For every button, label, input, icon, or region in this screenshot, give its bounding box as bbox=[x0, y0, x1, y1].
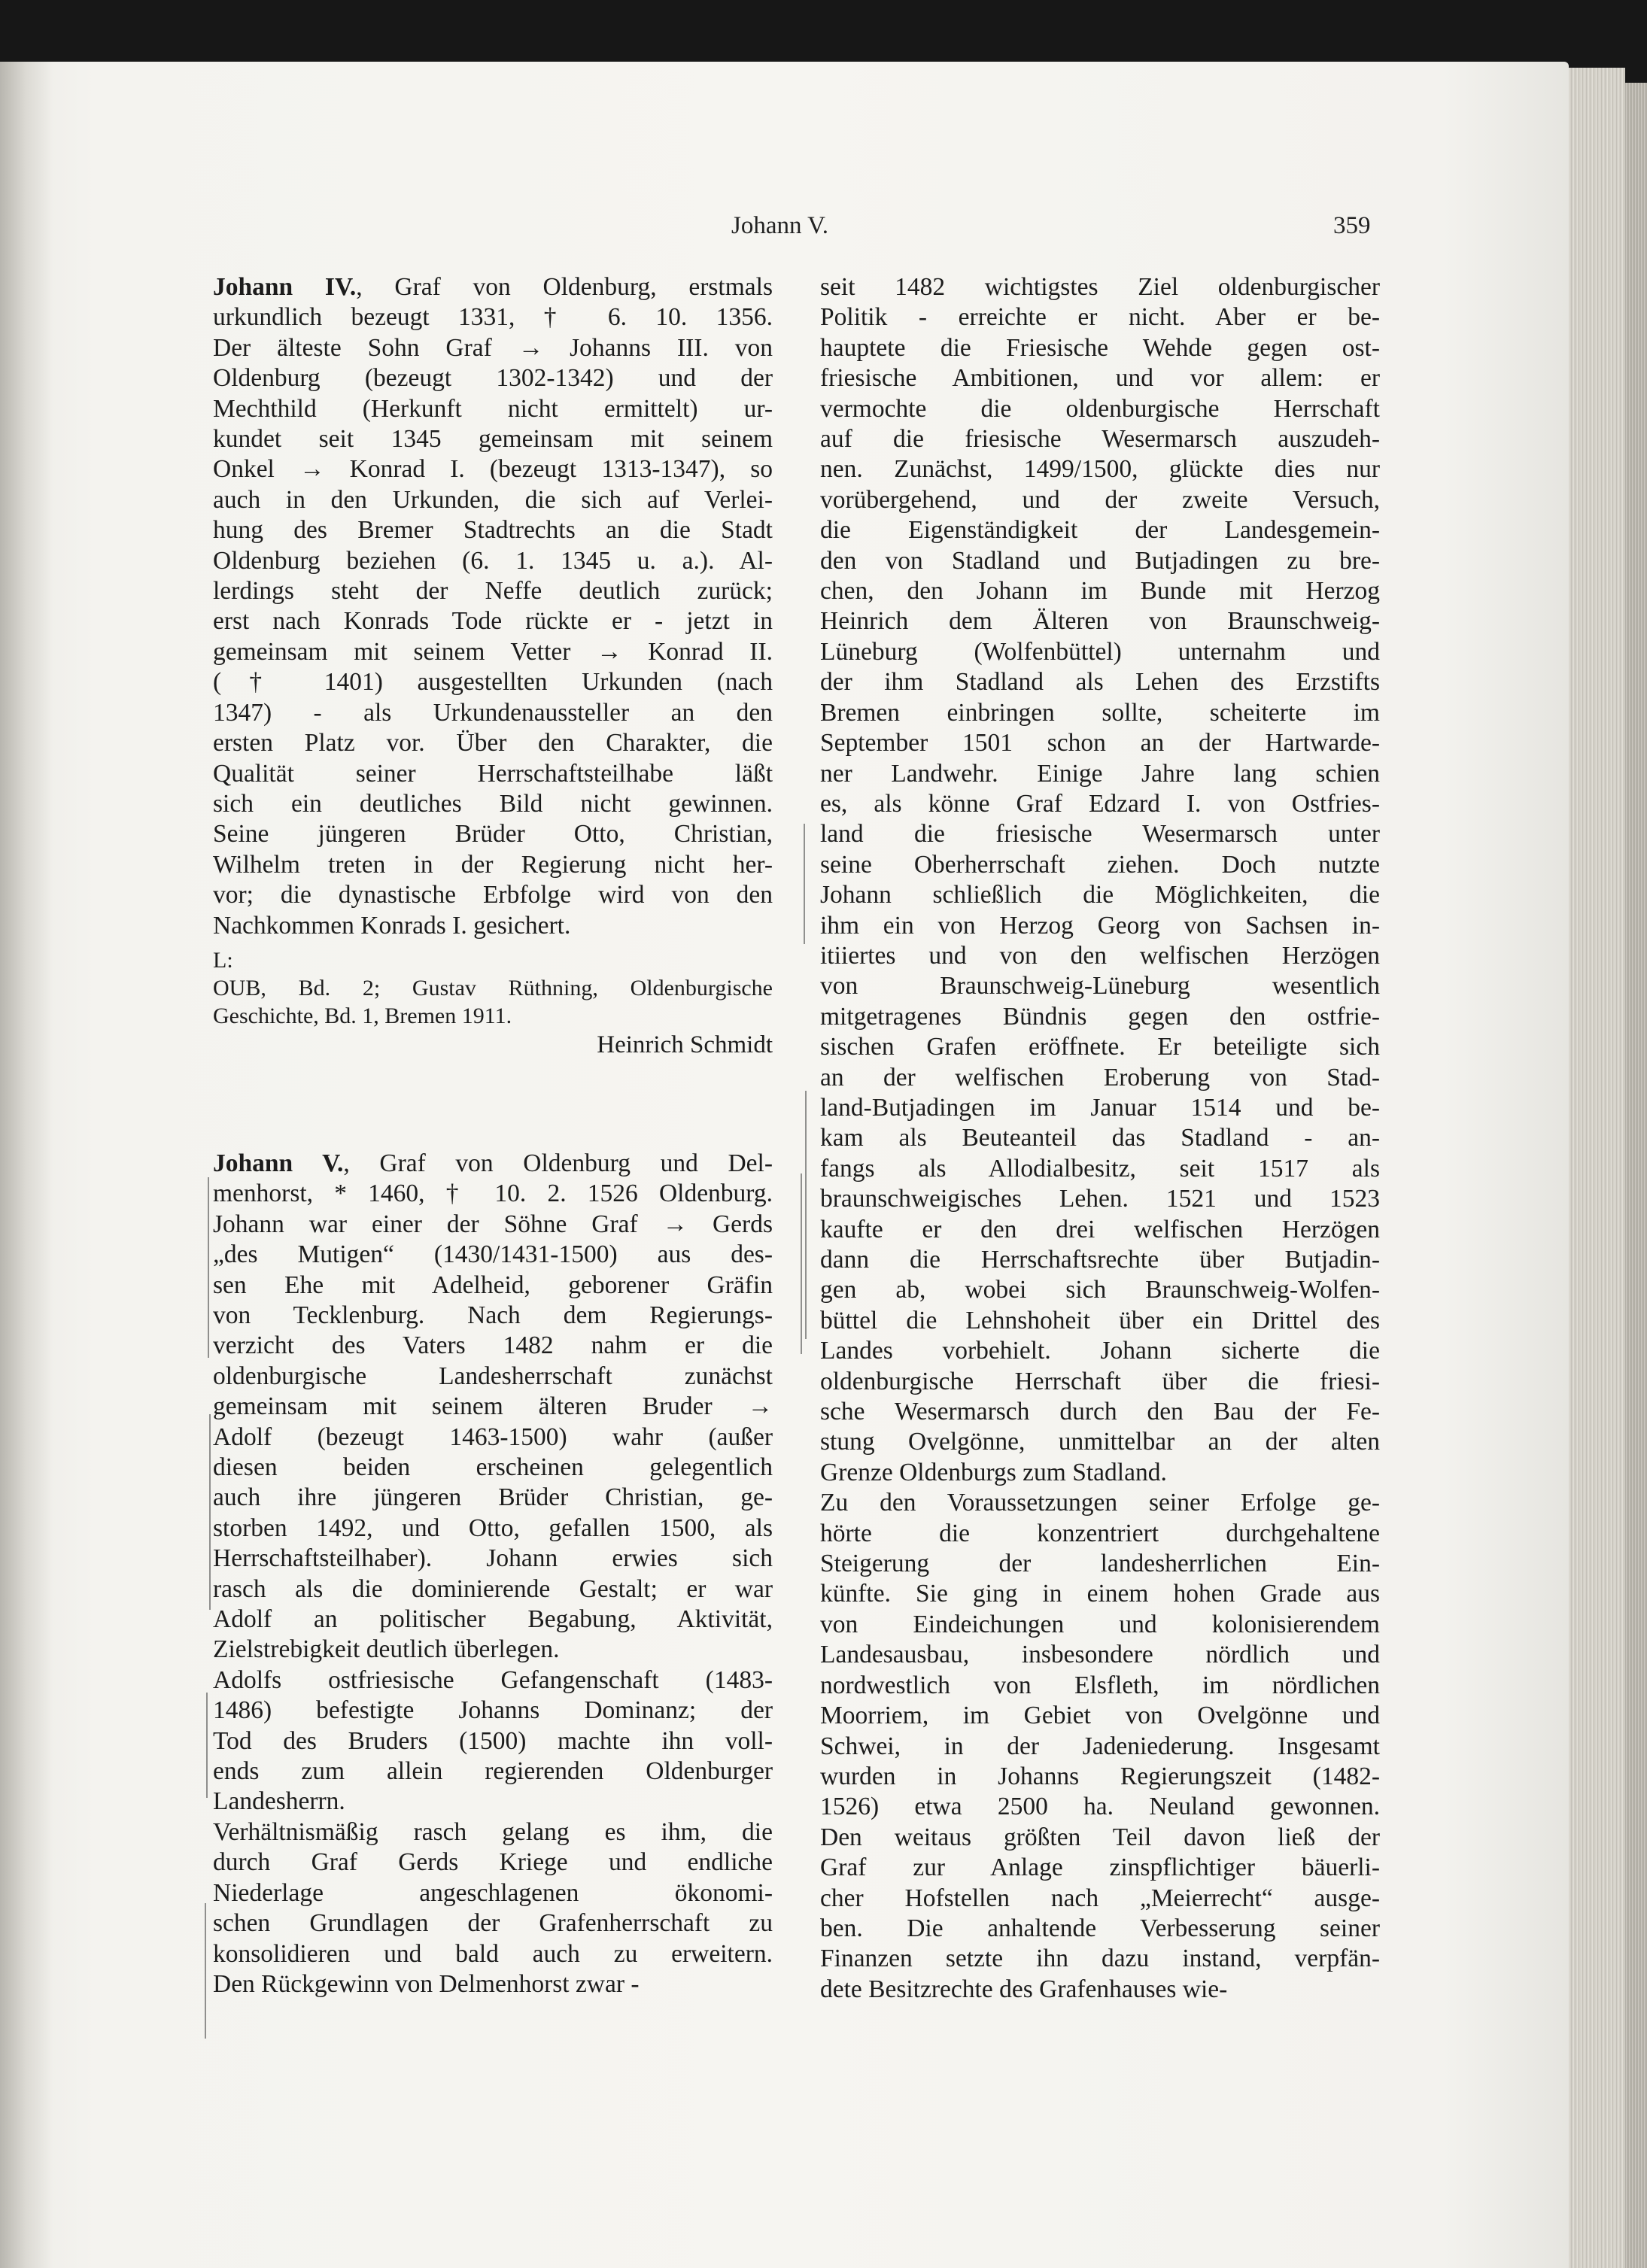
text-line: nen. Zunächst, 1499/1500, glückte dies nur bbox=[820, 455, 1380, 484]
text-line: kam als Beuteanteil das Stadland - an- bbox=[820, 1124, 1380, 1152]
entry-johann-iv bbox=[213, 272, 773, 941]
entry-johann-v-paragraph-2 bbox=[213, 1665, 773, 1817]
text-line: von Eindeichungen und kolonisierendem bbox=[820, 1610, 1380, 1638]
entry-johann-v-paragraph-3 bbox=[213, 1817, 773, 1999]
text-line: Moorriem, im Gebiet von Ovelgönne und bbox=[820, 1702, 1380, 1730]
text-line: von Braunschweig-Lüneburg wesentlich bbox=[820, 972, 1380, 1000]
pencil-margin-mark bbox=[801, 1173, 802, 1354]
text-line: durch Graf Gerds Kriege und endliche bbox=[213, 1848, 773, 1877]
text-line: Der älteste Sohn Graf → Johanns III. von bbox=[213, 333, 773, 362]
text-line: „des Mutigen“ (1430/1431-1500) aus des- bbox=[213, 1240, 773, 1269]
text-line: Onkel → Konrad I. (bezeugt 1313-1347), so bbox=[213, 455, 773, 484]
text-line: Lüneburg (Wolfenbüttel) unternahm und bbox=[820, 637, 1380, 666]
text-line: ihm ein von Herzog Georg von Sachsen in- bbox=[820, 911, 1380, 940]
text-line: oldenburgische Herrschaft über die friesi- bbox=[820, 1367, 1380, 1395]
entry-separator bbox=[213, 1060, 773, 1149]
text-line: († 1401) ausgestellten Urkunden (nach bbox=[213, 668, 773, 697]
text-line: urkundlich bezeugt 1331, † 6. 10. 1356. bbox=[213, 303, 773, 332]
text-line: Johann V., Graf von Oldenburg und Del- bbox=[213, 1149, 773, 1177]
text-line: die Eigenständigkeit der Landesgemein- bbox=[820, 516, 1380, 545]
text-line: September 1501 schon an der Hartwarde- bbox=[820, 729, 1380, 758]
pencil-margin-mark bbox=[209, 1414, 211, 1610]
text-line: 1486) befestigte Johanns Dominanz; der bbox=[213, 1696, 773, 1725]
text-line: der ihm Stadland als Lehen des Erzstifts bbox=[820, 668, 1380, 697]
text-line: Verhältnismäßig rasch gelang es ihm, die bbox=[213, 1817, 773, 1846]
pencil-margin-mark bbox=[208, 1177, 209, 1358]
text-line: Zu den Voraussetzungen seiner Erfolge ge- bbox=[820, 1489, 1380, 1517]
text-line: auch in den Urkunden, die sich auf Verlei- bbox=[213, 485, 773, 514]
text-line: Adolfs ostfriesische Gefangenschaft (1483- bbox=[213, 1665, 773, 1694]
text-line: ersten Platz vor. Über den Charakter, die bbox=[213, 729, 773, 758]
pencil-margin-mark bbox=[205, 1903, 206, 2039]
text-line: seine Oberherrschaft ziehen. Doch nutzte bbox=[820, 850, 1380, 879]
text-line: seit 1482 wichtigstes Ziel oldenburgischer bbox=[820, 273, 1380, 301]
text-line: land-Butjadingen im Januar 1514 und be- bbox=[820, 1093, 1380, 1122]
text-line: Oldenburg beziehen (6. 1. 1345 u. a.). Al- bbox=[213, 546, 773, 575]
text-line: schen Grundlagen der Grafenherrschaft zu bbox=[213, 1909, 773, 1938]
text-line: Nachkommen Konrads I. gesichert. bbox=[213, 911, 571, 940]
text-line: sche Wesermarsch durch den Bau der Fe- bbox=[820, 1398, 1380, 1426]
entry-headword: Johann IV. bbox=[213, 273, 357, 301]
text-line: kundet seit 1345 gemeinsam mit seinem bbox=[213, 425, 773, 454]
text-line: OUB, Bd. 2; Gustav Rüthning, Oldenburgische bbox=[213, 975, 773, 1000]
text-line: 1347) - als Urkundenaussteller an den bbox=[213, 698, 773, 727]
text-line: Landesausbau, insbesondere nördlich und bbox=[820, 1641, 1380, 1669]
text-line: Wilhelm treten in der Regierung nicht her- bbox=[213, 850, 773, 879]
text-line: Zielstrebigkeit deutlich überlegen. bbox=[213, 1635, 560, 1664]
text-line: Niederlage angeschlagenen ökonomi- bbox=[213, 1878, 773, 1907]
text-line: menhorst, * 1460, † 10. 2. 1526 Oldenburg. bbox=[213, 1180, 773, 1208]
text-line: es, als könne Graf Edzard I. von Ostfries- bbox=[820, 789, 1380, 818]
text-line: Johann IV., Graf von Oldenburg, erstmals bbox=[213, 273, 773, 301]
text-line: oldenburgische Landesherrschaft zunächst bbox=[213, 1362, 773, 1390]
running-title: Johann V. bbox=[731, 212, 828, 239]
text-line: nordwestlich von Elsfleth, im nördlichen bbox=[820, 1671, 1380, 1699]
text-line: verzicht des Vaters 1482 nahm er die bbox=[213, 1331, 773, 1360]
text-line: den von Stadland und Butjadingen zu bre- bbox=[820, 546, 1380, 575]
page-stack-edge-outer bbox=[1625, 83, 1647, 2268]
text-line: Geschichte, Bd. 1, Bremen 1911. bbox=[213, 1003, 512, 1028]
text-line: Adolf an politischer Begabung, Aktivität, bbox=[213, 1605, 773, 1634]
text-line: Landes vorbehielt. Johann sicherte die bbox=[820, 1337, 1380, 1365]
text-line: ben. Die anhaltende Verbesserung seiner bbox=[820, 1914, 1380, 1942]
text-line: ner Landwehr. Einige Jahre lang schien bbox=[820, 759, 1380, 788]
left-column bbox=[213, 272, 773, 1999]
text-line: Den weitaus größten Teil davon ließ der bbox=[820, 1823, 1380, 1851]
text-line: gemeinsam mit seinem älteren Bruder → bbox=[213, 1392, 773, 1421]
text-line: ends zum allein regierenden Oldenburger bbox=[213, 1757, 773, 1786]
page-gutter bbox=[0, 62, 53, 2268]
pencil-margin-mark bbox=[206, 1693, 208, 1798]
text-line: Steigerung der landesherrlichen Ein- bbox=[820, 1550, 1380, 1578]
entry-johann-v-paragraph-1 bbox=[213, 1149, 773, 1665]
text-line: Mechthild (Herkunft nicht ermittelt) ur- bbox=[213, 394, 773, 423]
author-signature: Heinrich Schmidt bbox=[597, 1031, 773, 1058]
text-line: braunschweigisches Lehen. 1521 und 1523 bbox=[820, 1185, 1380, 1213]
text-line: auf die friesische Wesermarsch auszudeh- bbox=[820, 425, 1380, 454]
entry-johann-v-paragraph-4 bbox=[820, 272, 1380, 1488]
text-line: Johann war einer der Söhne Graf → Gerds bbox=[213, 1210, 773, 1238]
text-line: hung des Bremer Stadtrechts an die Stadt bbox=[213, 516, 773, 545]
text-line: sen Ehe mit Adelheid, geborener Gräfin bbox=[213, 1271, 773, 1299]
text-line: storben 1492, und Otto, gefallen 1500, als bbox=[213, 1514, 773, 1542]
text-line: Heinrich dem Älteren von Braunschweig- bbox=[820, 607, 1380, 636]
text-line: sich ein deutliches Bild nicht gewinnen. bbox=[213, 789, 773, 818]
text-line: Seine jüngeren Brüder Otto, Christian, bbox=[213, 820, 773, 849]
text-line: mitgetragenes Bündnis gegen den ostfrie- bbox=[820, 1002, 1380, 1031]
text-line: kaufte er den drei welfischen Herzögen bbox=[820, 1215, 1380, 1243]
text-line: gemeinsam mit seinem Vetter → Konrad II. bbox=[213, 637, 773, 666]
text-line: von Tecklenburg. Nach dem Regierungs- bbox=[213, 1301, 773, 1329]
text-line: dete Besitzrechte des Grafenhauses wie- bbox=[820, 1975, 1228, 2003]
page-number: 359 bbox=[1333, 212, 1371, 239]
text-line: Johann schließlich die Möglichkeiten, die bbox=[820, 881, 1380, 909]
text-line: cher Hofstellen nach „Meierrecht“ ausge- bbox=[820, 1884, 1380, 1912]
text-line: rasch als die dominierende Gestalt; er war bbox=[213, 1574, 773, 1603]
text-line: Den Rückgewinn von Delmenhorst zwar - bbox=[213, 1969, 640, 1998]
text-line: lerdings steht der Neffe deutlich zurück; bbox=[213, 577, 773, 606]
text-line: konsolidieren und bald auch zu erweitern. bbox=[213, 1939, 773, 1968]
pencil-margin-mark bbox=[805, 1091, 807, 1339]
text-line: gen ab, wobei sich Braunschweig-Wolfen- bbox=[820, 1276, 1380, 1304]
text-line: Adolf (bezeugt 1463-1500) wahr (außer bbox=[213, 1422, 773, 1451]
text-line: sischen Grafen eröffnete. Er beteiligte sich bbox=[820, 1033, 1380, 1061]
text-line: Tod des Bruders (1500) machte ihn voll- bbox=[213, 1726, 773, 1755]
text-line: Qualität seiner Herrschaftsteilhabe läßt bbox=[213, 759, 773, 788]
text-line: dann die Herrschaftsrechte über Butjadin- bbox=[820, 1246, 1380, 1274]
text-line: auch ihre jüngeren Brüder Christian, ge- bbox=[213, 1483, 773, 1512]
text-line: vor; die dynastische Erbfolge wird von den bbox=[213, 881, 773, 909]
text-line: chen, den Johann im Bunde mit Herzog bbox=[820, 577, 1380, 606]
text-line: 1526) etwa 2500 ha. Neuland gewonnen. bbox=[820, 1793, 1380, 1821]
text-line: fangs als Allodialbesitz, seit 1517 als bbox=[820, 1154, 1380, 1183]
text-line: Grenze Oldenburgs zum Stadland. bbox=[820, 1458, 1167, 1486]
text-line: Landesherrn. bbox=[213, 1787, 345, 1816]
page-stack-edge bbox=[1569, 68, 1625, 2268]
entry-headword: Johann V. bbox=[213, 1149, 344, 1177]
text-line: wurden in Johanns Regierungszeit (1482- bbox=[820, 1762, 1380, 1790]
text-line: Graf zur Anlage zinspflichtiger bäuerli- bbox=[820, 1854, 1380, 1882]
text-line: vorübergehend, und der zweite Versuch, bbox=[820, 485, 1380, 514]
text-line: Politik - erreichte er nicht. Aber er be- bbox=[820, 303, 1380, 332]
literature-label: L: bbox=[213, 947, 233, 973]
pencil-margin-mark bbox=[804, 824, 805, 944]
text-line: stung Ovelgönne, unmittelbar an der alten bbox=[820, 1428, 1380, 1456]
entry-johann-v-paragraph-5 bbox=[820, 1488, 1380, 2005]
literature-text bbox=[213, 974, 773, 1030]
text-line: hauptete die Friesische Wehde gegen ost- bbox=[820, 333, 1380, 362]
text-line: Schwei, in der Jadeniederung. Insgesamt bbox=[820, 1732, 1380, 1760]
text-line: diesen beiden erscheinen gelegentlich bbox=[213, 1453, 773, 1481]
text-line: vermochte die oldenburgische Herrschaft bbox=[820, 394, 1380, 423]
text-line: Oldenburg (bezeugt 1302-1342) und der bbox=[213, 364, 773, 393]
text-line: hörte die konzentriert durchgehaltene bbox=[820, 1519, 1380, 1547]
text-line: land die friesische Wesermarsch unter bbox=[820, 820, 1380, 849]
text-line: künfte. Sie ging in einem hohen Grade aus bbox=[820, 1580, 1380, 1608]
text-line: Bremen einbringen sollte, scheiterte im bbox=[820, 698, 1380, 727]
text-line: Finanzen setzte ihn dazu instand, verpfän- bbox=[820, 1945, 1380, 1973]
text-line: an der welfischen Eroberung von Stad- bbox=[820, 1063, 1380, 1091]
text-line: büttel die Lehnshoheit über ein Drittel des bbox=[820, 1306, 1380, 1334]
text-line: friesische Ambitionen, und vor allem: er bbox=[820, 364, 1380, 393]
text-line: itiiertes und von den welfischen Herzögen bbox=[820, 941, 1380, 970]
right-column bbox=[820, 272, 1380, 2005]
text-line: Herrschaftsteilhaber). Johann erwies sich bbox=[213, 1544, 773, 1573]
text-line: erst nach Konrads Tode rückte er - jetzt in bbox=[213, 607, 773, 636]
